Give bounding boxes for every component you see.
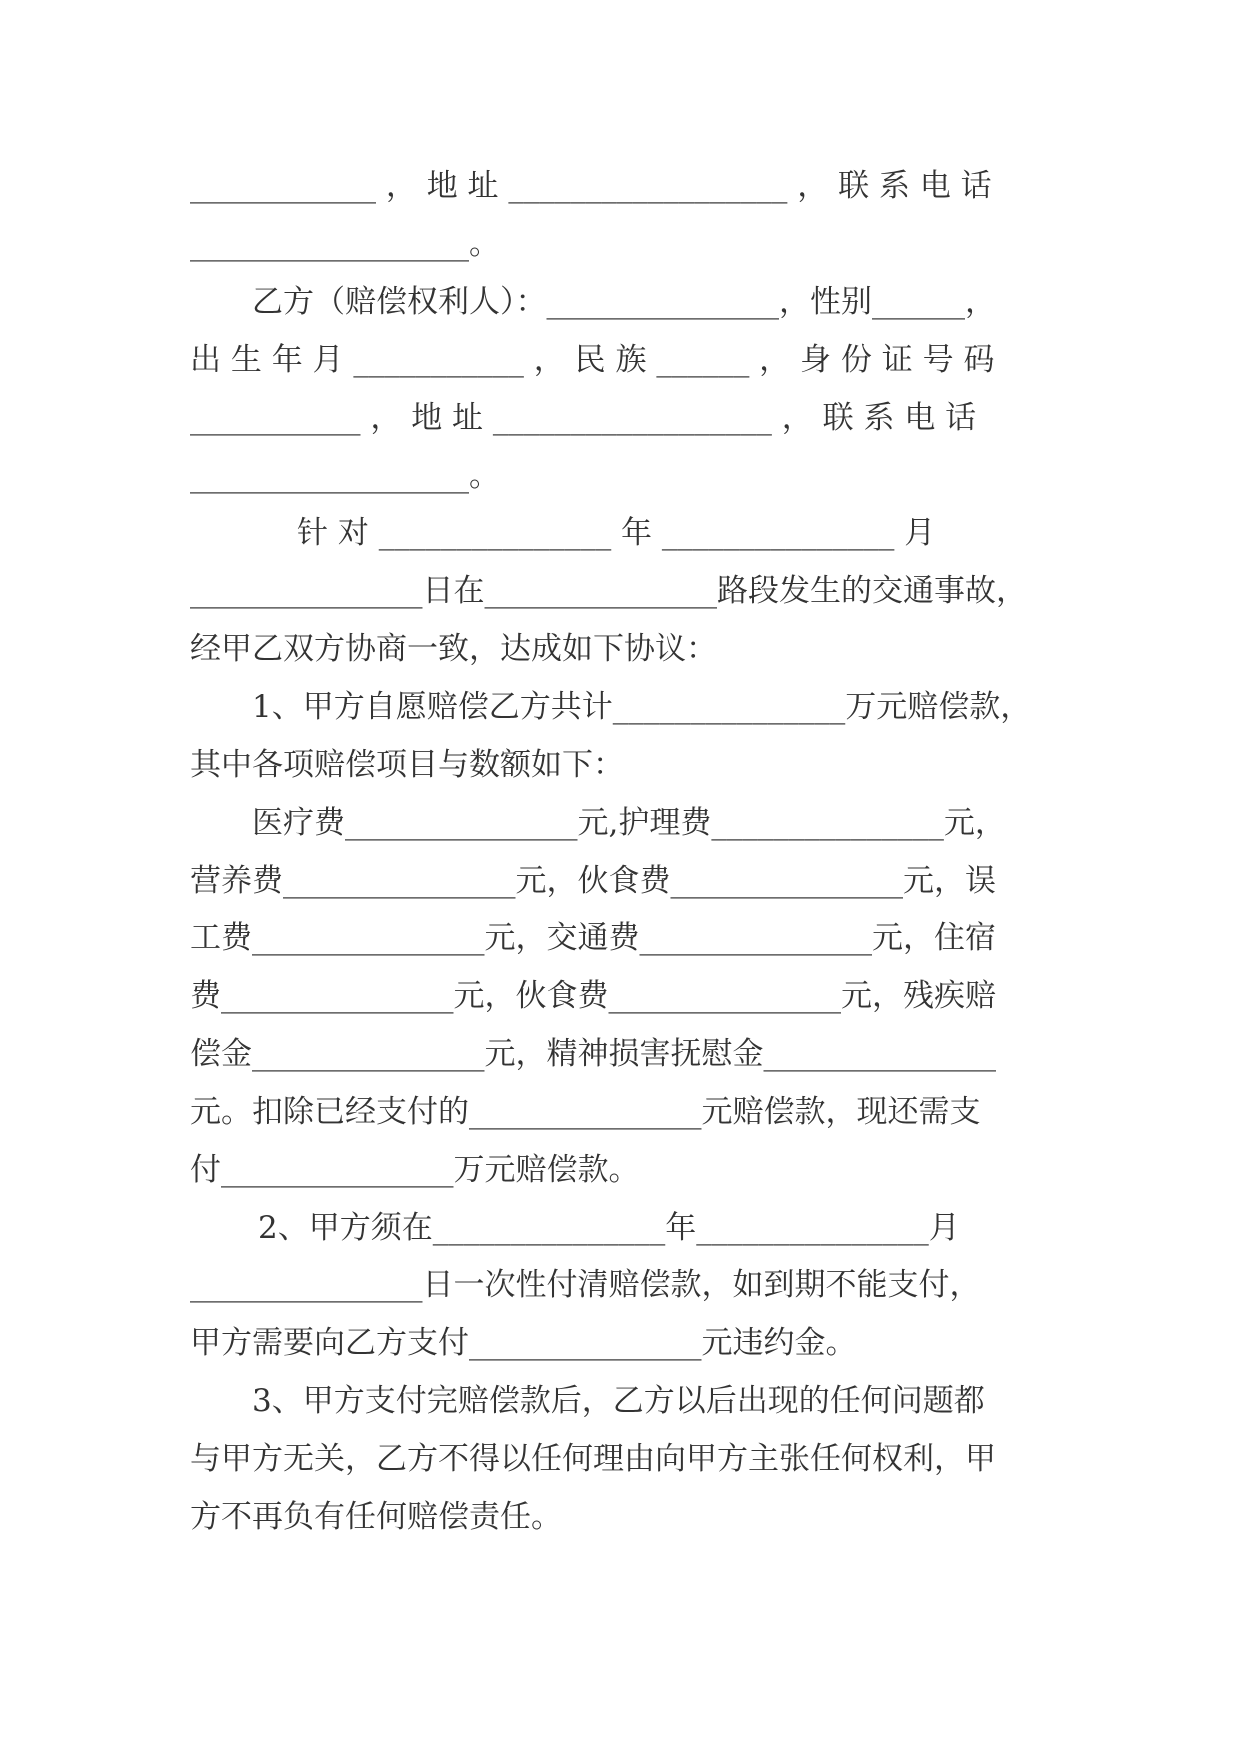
text-line: 出 生 年 月 ___________ ， 民 族 ______ ， 身 份 证 号 码 (190, 342, 995, 378)
text-line: 医疗费_______________元,护理费_______________元， (252, 805, 1006, 841)
text-line: 偿金_______________元，精神损害抚慰金_______________ (190, 1036, 996, 1072)
text-line: 方不再负有任何赔偿责任。 (190, 1499, 562, 1535)
text-line: 甲方需要向乙方支付_______________元违约金。 (190, 1325, 857, 1361)
text-line: 针 对 _______________ 年 _______________ 月 (297, 515, 936, 551)
text-line: 费_______________元，伙食费_______________元，残疾赔 (190, 978, 996, 1014)
text-line: 乙方（赔偿权利人）：_______________，性别______， (252, 284, 996, 320)
text-line: __________________。 (190, 458, 500, 494)
text-line: 营养费_______________元，伙食费_______________元，误 (190, 863, 996, 899)
text-line: _______________日一次性付清赔偿款，如到期不能支付， (190, 1267, 981, 1303)
text-line: 与甲方无关，乙方不得以任何理由向甲方主张任何权利，甲 (190, 1441, 996, 1477)
text-line: 经甲乙双方协商一致，达成如下协议： (190, 631, 717, 667)
text-line: 工费_______________元，交通费_______________元，住宿 (190, 920, 996, 956)
text-line: 元。扣除已经支付的_______________元赔偿款，现还需支 (190, 1094, 981, 1130)
text-line: 其中各项赔偿项目与数额如下： (190, 747, 624, 783)
text-line: 1、甲方自愿赔偿乙方共计_______________万元赔偿款， (252, 689, 1032, 725)
text-line: ___________ ， 地 址 __________________ ， 联 系 电 话 (190, 400, 977, 436)
text-line: _______________日在_______________路段发生的交通事故， (190, 573, 1027, 609)
text-line: __________________。 (190, 226, 500, 262)
text-line: ____________ ， 地 址 __________________ ， 联 系 电 话 (190, 168, 992, 204)
text-line: 3、甲方支付完赔偿款后，乙方以后出现的任何问题都 (252, 1383, 985, 1419)
text-line: 2、甲方须在_______________年_______________月 (258, 1210, 960, 1246)
text-line: 付_______________万元赔偿款。 (190, 1152, 640, 1188)
